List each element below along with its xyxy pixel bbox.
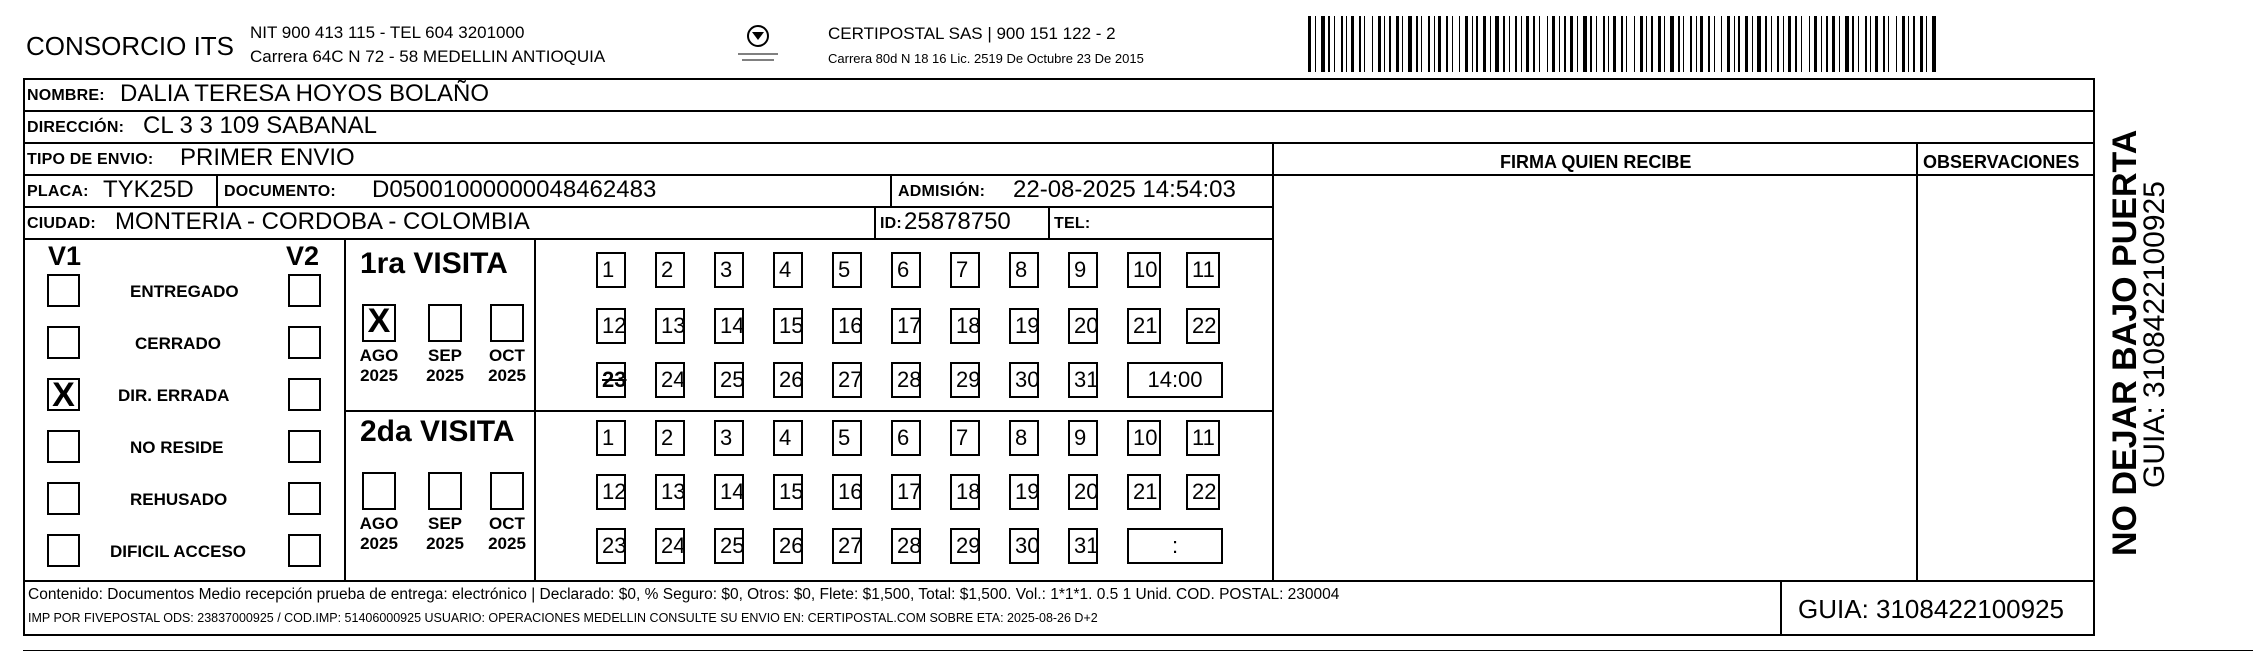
observaciones-header: OBSERVACIONES bbox=[1923, 152, 2080, 172]
postal-name-nit: CERTIPOSTAL SAS | 900 151 122 - 2 bbox=[828, 24, 1116, 43]
day-box[interactable]: 30 bbox=[1009, 362, 1039, 398]
day-box[interactable]: 10 bbox=[1127, 420, 1161, 456]
postal-emblem-icon bbox=[728, 22, 788, 68]
day-box[interactable]: 20 bbox=[1068, 474, 1098, 510]
day-box[interactable]: 7 bbox=[950, 252, 980, 288]
day-box[interactable]: 3 bbox=[714, 420, 744, 456]
placa-label: PLACA: bbox=[27, 183, 89, 200]
day-box[interactable]: 26 bbox=[773, 528, 803, 564]
day-box[interactable]: 29 bbox=[950, 362, 980, 398]
day-box[interactable]: 1 bbox=[596, 420, 626, 456]
v2-checkbox[interactable] bbox=[288, 534, 321, 567]
day-box[interactable]: 24 bbox=[655, 528, 685, 564]
shipment-type: PRIMER ENVIO bbox=[180, 144, 355, 171]
day-box[interactable]: 12 bbox=[596, 308, 626, 344]
day-box[interactable]: 13 bbox=[655, 474, 685, 510]
status-label: ENTREGADO bbox=[130, 282, 239, 301]
v2-header: V2 bbox=[286, 241, 320, 271]
day-box[interactable]: 5 bbox=[832, 420, 862, 456]
v1-checkbox[interactable] bbox=[47, 534, 80, 567]
visit2-title: 2da VISITA bbox=[360, 415, 515, 448]
day-box[interactable]: 19 bbox=[1009, 308, 1039, 344]
v1-checkbox[interactable] bbox=[47, 274, 80, 307]
day-box[interactable]: 27 bbox=[832, 528, 862, 564]
day-box[interactable]: 15 bbox=[773, 474, 803, 510]
visit1-title: 1ra VISITA bbox=[360, 247, 508, 280]
month-checkbox[interactable] bbox=[490, 304, 524, 342]
v1-checkbox[interactable] bbox=[47, 326, 80, 359]
v2-checkbox[interactable] bbox=[288, 378, 321, 411]
day-box[interactable]: 16 bbox=[832, 474, 862, 510]
day-box[interactable]: 27 bbox=[832, 362, 862, 398]
v1-header: V1 bbox=[48, 241, 82, 271]
v1-checkbox[interactable] bbox=[47, 482, 80, 515]
day-box[interactable]: 28 bbox=[891, 528, 921, 564]
v2-checkbox[interactable] bbox=[288, 326, 321, 359]
day-box[interactable]: 5 bbox=[832, 252, 862, 288]
footer-content: Contenido: Documentos Medio recepción prueba de entrega: electrónico | Declarado: $0, % Seguro: $0, Otros: $0, Flete: $1,500, Total: $1,500. Vol.: 1*1*1. 0.5 1 Unid. COD. POSTAL: 230004 bbox=[28, 586, 1340, 603]
day-box[interactable]: 19 bbox=[1009, 474, 1039, 510]
v2-checkbox[interactable] bbox=[288, 274, 321, 307]
day-box[interactable]: 30 bbox=[1009, 528, 1039, 564]
month-label: OCT 2025 bbox=[488, 514, 526, 553]
footer-imp: IMP POR FIVEPOSTAL ODS: 23837000925 / COD.IMP: 51406000925 USUARIO: OPERACIONES MEDELLIN CONSULTE SU ENVIO EN: CERTIPOSTAL.COM SOBRE ETA: 2025-08-26 D+2 bbox=[28, 611, 1098, 625]
vertical-guia: GUIA: 3108422100925 bbox=[2138, 181, 2171, 488]
day-box[interactable]: 31 bbox=[1068, 362, 1098, 398]
day-box[interactable]: 3 bbox=[714, 252, 744, 288]
recipient-name: DALIA TERESA HOYOS BOLAÑO bbox=[120, 80, 490, 107]
day-box[interactable]: 18 bbox=[950, 474, 980, 510]
company-name: CONSORCIO ITS bbox=[26, 31, 235, 61]
day-box[interactable]: 24 bbox=[655, 362, 685, 398]
v1-checkbox[interactable]: X bbox=[47, 378, 80, 411]
day-box[interactable]: 8 bbox=[1009, 252, 1039, 288]
admission-datetime: 22-08-2025 14:54:03 bbox=[1013, 176, 1236, 203]
recipient-address: CL 3 3 109 SABANAL bbox=[143, 112, 377, 139]
nombre-label: NOMBRE: bbox=[27, 87, 105, 104]
day-box[interactable]: 26 bbox=[773, 362, 803, 398]
direccion-label: DIRECCIÓN: bbox=[27, 119, 125, 136]
company-nit-phone: NIT 900 413 115 - TEL 604 3201000 bbox=[250, 23, 525, 42]
day-box[interactable]: 11 bbox=[1186, 252, 1220, 288]
day-box[interactable]: 9 bbox=[1068, 252, 1098, 288]
day-box[interactable]: 17 bbox=[891, 308, 921, 344]
barcode-icon bbox=[1308, 16, 1948, 74]
tipo-envio-label: TIPO DE ENVIO: bbox=[27, 151, 154, 168]
postal-address-license: Carrera 80d N 18 16 Lic. 2519 De Octubre 23 De 2015 bbox=[828, 51, 1144, 66]
day-box[interactable]: 6 bbox=[891, 420, 921, 456]
day-box[interactable]: 17 bbox=[891, 474, 921, 510]
day-box[interactable]: 11 bbox=[1186, 420, 1220, 456]
id-value: 25878750 bbox=[904, 208, 1011, 235]
day-box[interactable]: 10 bbox=[1127, 252, 1161, 288]
month-checkbox[interactable] bbox=[428, 472, 462, 510]
day-box[interactable]: 22 bbox=[1186, 308, 1220, 344]
day-box[interactable]: 1 bbox=[596, 252, 626, 288]
month-label: OCT 2025 bbox=[488, 346, 526, 385]
firma-header: FIRMA QUIEN RECIBE bbox=[1500, 152, 1692, 172]
barcode bbox=[1308, 16, 1948, 74]
no-dejar-bajo-puerta: NO DEJAR BAJO PUERTA bbox=[2106, 129, 2144, 556]
day-box[interactable]: 22 bbox=[1186, 474, 1220, 510]
day-box[interactable]: 12 bbox=[596, 474, 626, 510]
certipostal-logo bbox=[728, 22, 788, 68]
admision-label: ADMISIÓN: bbox=[898, 183, 986, 200]
day-box[interactable]: 29 bbox=[950, 528, 980, 564]
status-label: DIR. ERRADA bbox=[118, 386, 230, 405]
month-checkbox[interactable] bbox=[362, 472, 396, 510]
month-label: SEP 2025 bbox=[426, 346, 464, 385]
day-box[interactable]: 4 bbox=[773, 420, 803, 456]
day-box[interactable]: 4 bbox=[773, 252, 803, 288]
document-number: D05001000000048462483 bbox=[372, 176, 657, 203]
month-label: SEP 2025 bbox=[426, 514, 464, 553]
company-address: Carrera 64C N 72 - 58 MEDELLIN ANTIOQUIA bbox=[250, 47, 606, 66]
day-box[interactable]: 20 bbox=[1068, 308, 1098, 344]
time-box[interactable]: 14:00 bbox=[1127, 362, 1223, 398]
time-box[interactable]: : bbox=[1127, 528, 1223, 564]
day-box[interactable]: 7 bbox=[950, 420, 980, 456]
city-value: MONTERIA - CORDOBA - COLOMBIA bbox=[115, 208, 530, 235]
status-label: REHUSADO bbox=[130, 490, 228, 509]
day-box[interactable]: 25 bbox=[714, 528, 744, 564]
v1-checkbox[interactable] bbox=[47, 430, 80, 463]
id-label: ID: bbox=[880, 215, 902, 232]
plate-value: TYK25D bbox=[103, 176, 194, 203]
day-box[interactable]: 21 bbox=[1127, 308, 1161, 344]
day-box[interactable]: 6 bbox=[891, 252, 921, 288]
day-box[interactable]: 18 bbox=[950, 308, 980, 344]
footer-guia: GUIA: 3108422100925 bbox=[1798, 594, 2064, 624]
day-box[interactable]: 16 bbox=[832, 308, 862, 344]
day-box[interactable]: 25 bbox=[714, 362, 744, 398]
day-box[interactable]: 9 bbox=[1068, 420, 1098, 456]
month-checkbox[interactable]: X bbox=[362, 304, 396, 342]
status-label: DIFICIL ACCESO bbox=[110, 542, 247, 561]
day-box[interactable]: 8 bbox=[1009, 420, 1039, 456]
day-box[interactable]: 14 bbox=[714, 474, 744, 510]
month-label: AGO 2025 bbox=[359, 514, 399, 553]
status-label: CERRADO bbox=[135, 334, 221, 353]
day-box[interactable]: 14 bbox=[714, 308, 744, 344]
documento-label: DOCUMENTO: bbox=[224, 183, 336, 200]
v2-checkbox[interactable] bbox=[288, 430, 321, 463]
day-box[interactable]: 13 bbox=[655, 308, 685, 344]
day-box[interactable]: 2 bbox=[655, 252, 685, 288]
day-box[interactable]: 15 bbox=[773, 308, 803, 344]
status-label: NO RESIDE bbox=[130, 438, 224, 457]
day-box[interactable]: 31 bbox=[1068, 528, 1098, 564]
day-box[interactable]: 21 bbox=[1127, 474, 1161, 510]
month-checkbox[interactable] bbox=[490, 472, 524, 510]
ciudad-label: CIUDAD: bbox=[27, 215, 96, 232]
v2-checkbox[interactable] bbox=[288, 482, 321, 515]
tel-label: TEL: bbox=[1054, 215, 1091, 232]
day-box[interactable]: 23 bbox=[596, 362, 626, 398]
day-box[interactable]: 2 bbox=[655, 420, 685, 456]
month-checkbox[interactable] bbox=[428, 304, 462, 342]
month-label: AGO 2025 bbox=[359, 346, 399, 385]
day-box[interactable]: 28 bbox=[891, 362, 921, 398]
day-box[interactable]: 23 bbox=[596, 528, 626, 564]
